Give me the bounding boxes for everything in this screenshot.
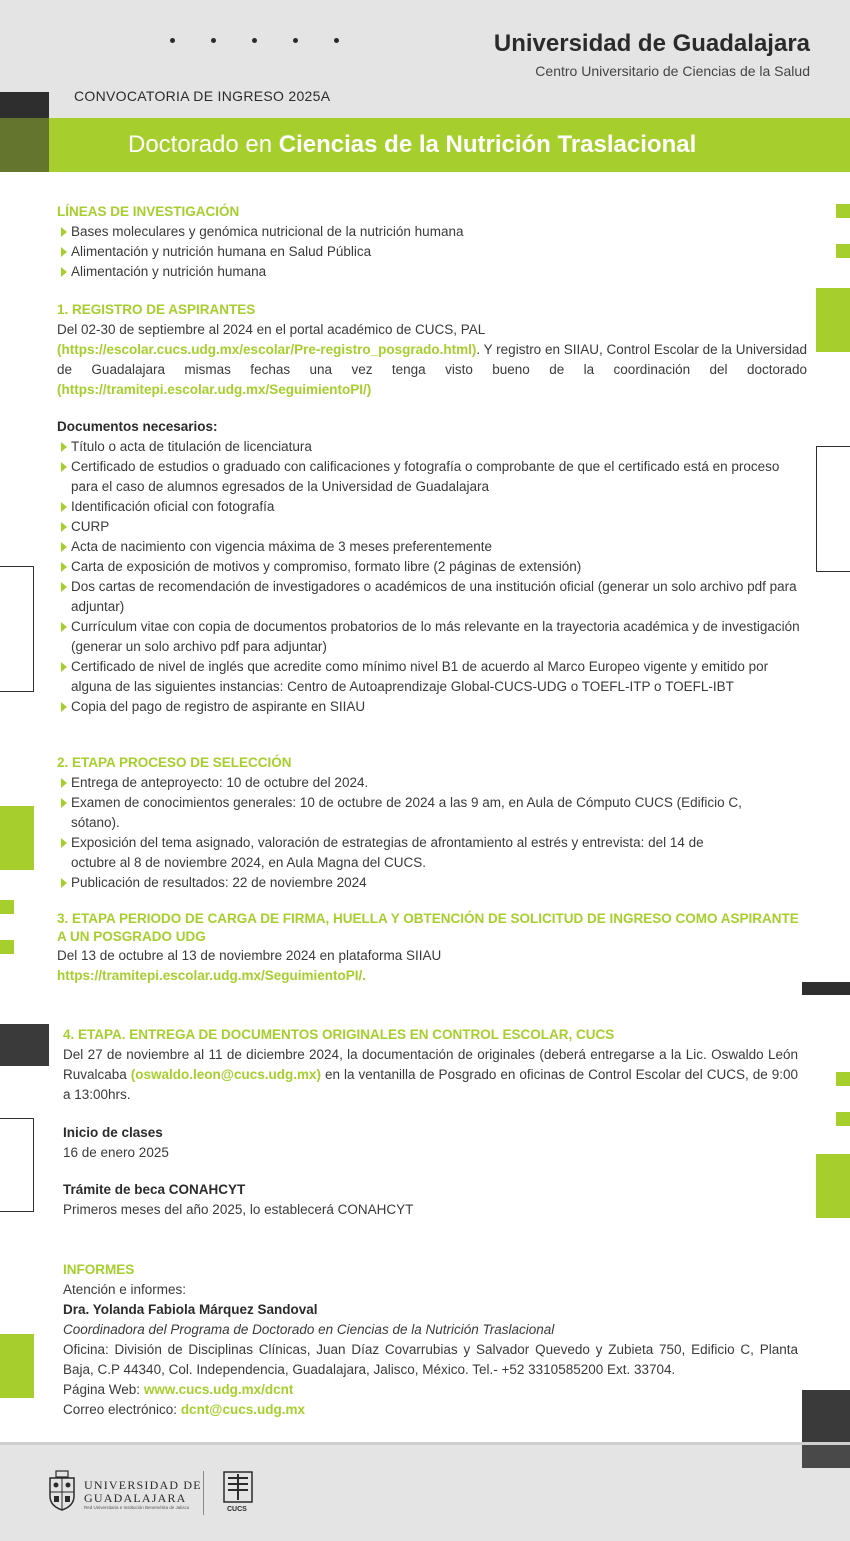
list-item: CURP (57, 517, 807, 537)
registro-heading: 1. REGISTRO DE ASPIRANTES (57, 302, 256, 317)
seleccion-heading: 2. ETAPA PROCESO DE SELECCIÓN (57, 755, 292, 770)
web-link[interactable]: www.cucs.udg.mx/dcnt (143, 1382, 294, 1397)
coordinator-role: Coordinadora del Programa de Doctorado en Ciencias de la Nutrición Traslacional (63, 1322, 555, 1337)
list-item: Bases moleculares y genómica nutricional de la nutrición humana (57, 222, 807, 242)
program-title (128, 131, 696, 159)
informes-intro: Atención e informes: (63, 1282, 187, 1297)
list-item: Entrega de anteproyecto: 10 de octubre del 2024. (57, 773, 807, 793)
list-item: Certificado de estudios o graduado con calificaciones y fotografía o comprobante de que el certificado está en proceso para el caso de alumnos egresados de la Universidad de Guadalajara (57, 457, 807, 497)
list-item: Examen de conocimientos generales: 10 de octubre de 2024 a las 9 am, en Aula de Cómputo CUCS (Edificio C, sótano). (57, 793, 761, 833)
logo-line1: UNIVERSIDAD DE (84, 1478, 202, 1492)
documentos-section (57, 417, 807, 717)
dot (170, 38, 175, 43)
documentos-heading: Documentos necesarios: (57, 419, 218, 434)
registro-text2: . Y registro en SIIAU, Control Escolar de la Universidad de Guadalajara mismas fechas una vez tenga visto bueno de la coordinación del doctorado (57, 342, 807, 377)
inicio-text: 16 de enero 2025 (63, 1145, 169, 1160)
lineas-section (57, 202, 807, 282)
inicio-section (63, 1123, 813, 1163)
originales-heading: 4. ETAPA. ENTREGA DE DOCUMENTOS ORIGINALES EN CONTROL ESCOLAR, CUCS (63, 1027, 615, 1042)
dot (252, 38, 257, 43)
mail-link[interactable]: dcnt@cucs.udg.mx (180, 1402, 305, 1417)
program-name: Ciencias de la Nutrición Traslacional (278, 131, 697, 158)
decor-square (836, 204, 850, 218)
beca-heading: Trámite de beca CONAHCYT (63, 1182, 246, 1197)
web-label: Página Web: (63, 1382, 144, 1397)
office-address: Oficina: División de Disciplinas Clínicas, Juan Díaz Covarrubias y Salvador Quevedo y Zubieta 750, Edificio C, Planta Baja, C.P 44340, Col. Independencia, Guadalajara, Jalisco, México. Tel.- +52 3310585200 Ext. 33704. (63, 1342, 798, 1377)
firma-section (57, 910, 807, 986)
university-title: Universidad de Guadalajara (493, 30, 810, 57)
list-item: Alimentación y nutrición humana en Salud Pública (57, 242, 807, 262)
list-item: Exposición del tema asignado, valoración de estrategias de afrontamiento al estrés y entrevista: del 14 de octubre al 8 de noviembre 2024, en Aula Magna del CUCS. (57, 833, 741, 873)
firma-link[interactable]: https://tramitepi.escolar.udg.mx/SeguimientoPI/. (57, 968, 367, 983)
originales-section (63, 1025, 798, 1105)
decorative-dots (170, 38, 339, 43)
list-item: Carta de exposición de motivos y compromiso, formato libre (2 páginas de extensión) (57, 557, 807, 577)
list-item: Identificación oficial con fotografía (57, 497, 807, 517)
web-line (63, 1380, 798, 1400)
inicio-heading: Inicio de clases (63, 1125, 163, 1140)
logo-line3: Red Universitaria e Institución Benemérita de Jalisco (84, 1505, 190, 1510)
footer-separator (203, 1471, 204, 1515)
registro-link-siiau[interactable]: (https://tramitepi.escolar.udg.mx/SeguimientoPI/) (57, 382, 372, 397)
decor-block (816, 288, 850, 352)
decor-outline (0, 566, 34, 692)
dot (211, 38, 216, 43)
mail-label: Correo electrónico: (63, 1402, 181, 1417)
list-item: Certificado de nivel de inglés que acredite como mínimo nivel B1 de acuerdo al Marco Europeo vigente y emitido por alguna de las siguientes instancias: Centro de Autoaprendizaje Global-CUCS-UDG o TOEFL-ITP o TOEFL-IBT (57, 657, 807, 697)
beca-text: Primeros meses del año 2025, lo establecerá CONAHCYT (63, 1202, 414, 1217)
registro-link-pal[interactable]: (https://escolar.cucs.udg.mx/escolar/Pre-registro_posgrado.html) (57, 342, 477, 357)
originales-text1: Del 27 de noviembre al 11 de diciembre 2024, la documentación de originales (deberá entregarse a la Lic. Oswaldo León Ruvalcaba (63, 1047, 798, 1082)
originales-text (63, 1045, 798, 1105)
mail-line (63, 1400, 798, 1420)
decor-square (836, 1072, 850, 1086)
lineas-heading: LÍNEAS DE INVESTIGACIÓN (57, 204, 240, 219)
registro-section (57, 300, 807, 400)
decor-square (0, 940, 14, 954)
decor-square (836, 1112, 850, 1126)
center-subtitle: Centro Universitario de Ciencias de la Salud (535, 63, 810, 79)
informes-heading: INFORMES (63, 1262, 135, 1277)
decor-bar (802, 982, 850, 995)
firma-text: Del 13 de octubre al 13 de noviembre 2024 en plataforma SIIAU (57, 948, 442, 963)
decor-block (0, 118, 49, 172)
list-item: Currículum vitae con copia de documentos probatorios de lo más relevante en la trayectoria académica y de investigación (generar un solo archivo pdf para adjuntar) (57, 617, 807, 657)
list-item: Acta de nacimiento con vigencia máxima de 3 meses preferentemente (57, 537, 807, 557)
coordinator-name: Dra. Yolanda Fabiola Márquez Sandoval (63, 1302, 318, 1317)
decor-block (0, 806, 34, 870)
decor-square (836, 244, 850, 258)
dot (334, 38, 339, 43)
cucs-label: CUCS (227, 1506, 247, 1513)
informes-section (63, 1260, 798, 1420)
list-item: Dos cartas de recomendación de investigadores o académicos de una institución oficial (generar un solo archivo pdf para adjuntar) (57, 577, 807, 617)
originales-text2: en la ventanilla de Posgrado en oficinas de Control Escolar del CUCS, de 9:00 a 13:00hrs. (63, 1067, 798, 1102)
decor-block (802, 1390, 850, 1442)
decor-block (0, 1024, 49, 1066)
list-item: Título o acta de titulación de licenciatura (57, 437, 807, 457)
call-title: CONVOCATORIA DE INGRESO 2025A (74, 88, 331, 104)
decor-outline (0, 1118, 34, 1212)
registro-text1: Del 02-30 de septiembre al 2024 en el portal académico de CUCS, PAL (57, 322, 486, 337)
decor-block (0, 1334, 34, 1398)
logo-line2: GUADALAJARA (84, 1491, 187, 1505)
decor-outline (816, 446, 850, 572)
list-item: Copia del pago de registro de aspirante en SIIAU (57, 697, 807, 717)
list-item: Publicación de resultados: 22 de noviembre 2024 (57, 873, 807, 893)
udg-crest-icon (46, 1470, 78, 1512)
list-item: Alimentación y nutrición humana (57, 262, 807, 282)
decor-block (816, 1154, 850, 1218)
beca-section (63, 1180, 813, 1220)
program-prefix: Doctorado en (128, 131, 279, 158)
cucs-logo-icon (222, 1470, 254, 1504)
footer-divider (0, 1442, 850, 1445)
seleccion-section (57, 753, 807, 893)
registro-text (57, 320, 807, 400)
decor-square (0, 900, 14, 914)
decor-block (802, 1442, 850, 1468)
firma-heading: 3. ETAPA PERIODO DE CARGA DE FIRMA, HUELLA Y OBTENCIÓN DE SOLICITUD DE INGRESO COMO ASPIRANTE A UN POSGRADO UDG (57, 911, 799, 944)
originales-email[interactable]: (oswaldo.leon@cucs.udg.mx) (130, 1067, 321, 1082)
dot (293, 38, 298, 43)
